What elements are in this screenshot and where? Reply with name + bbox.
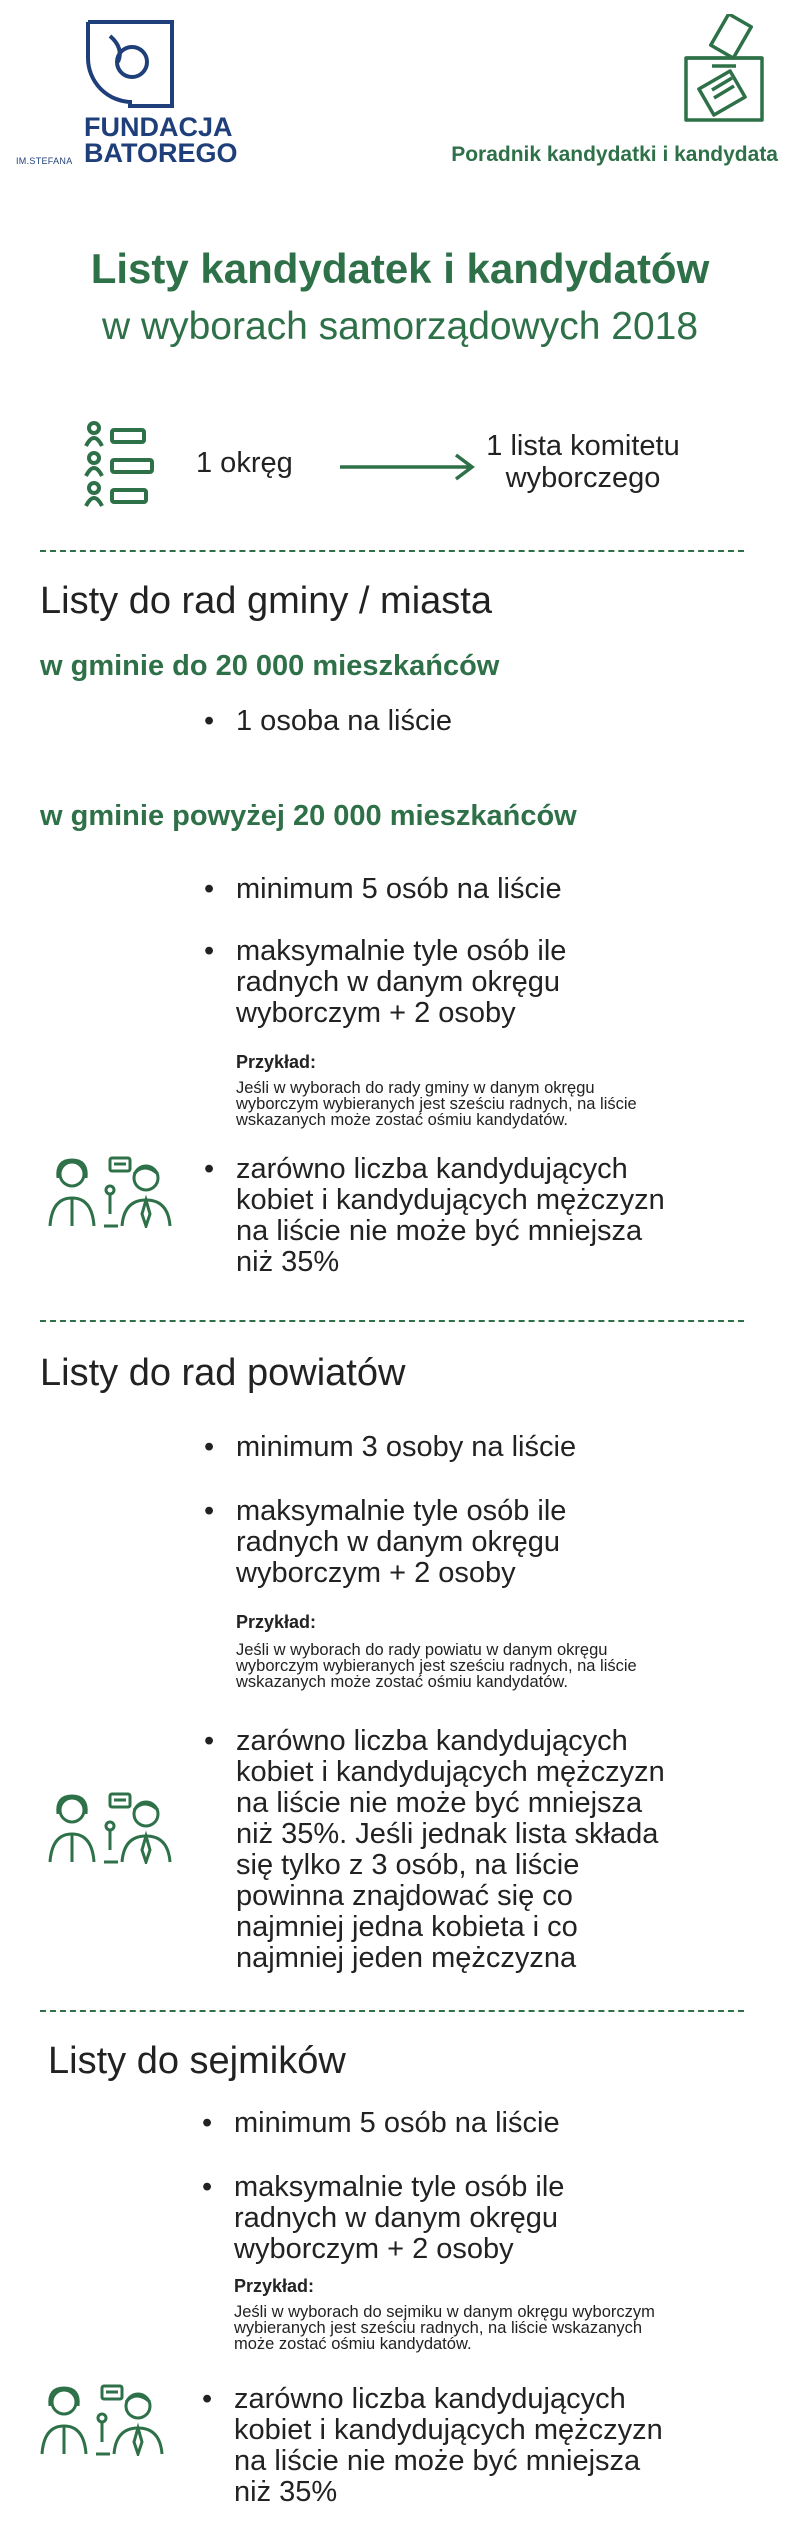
powiat-quota-line-4: niż 35%. Jeśli jednak lista składa (236, 1818, 659, 1850)
gmina-quota-bullet (204, 1154, 665, 1278)
powiat-bullet-max (204, 1496, 566, 1589)
sejmik-max-line-2: radnych w danym okręgu (234, 2202, 558, 2234)
powiat-quota-line-3: na liście nie może być mniejsza (236, 1787, 643, 1819)
powiat-example-line-2: wyborczym wybieranych jest sześciu radnych, na liście (236, 1657, 637, 1675)
logo-prefix: IM.STEFANA (16, 156, 73, 166)
committee-list-label (470, 430, 696, 494)
logo-mark-icon (84, 18, 176, 110)
woman-and-man-icon (44, 1790, 184, 1864)
powiat-section-title: Listy do rad powiatów (40, 1352, 406, 1394)
gmina-bullet-min: • minimum 5 osób na liście (204, 874, 562, 905)
guide-title: Poradnik kandydatki i kandydata (451, 143, 778, 166)
sejmik-section-title: Listy do sejmików (48, 2040, 346, 2082)
sejmik-bullet-min: • minimum 5 osób na liście (202, 2108, 560, 2139)
woman-and-man-icon (44, 1154, 184, 1228)
powiat-quota-line-8: najmniej jeden mężczyzna (236, 1942, 577, 1974)
gmina-quota-line-4: niż 35% (236, 1246, 340, 1278)
logo-name (84, 114, 238, 166)
sejmik-example-text (234, 2304, 655, 2352)
powiat-example-line-3: wskazanych może zostać ośmiu kandydatów. (236, 1673, 568, 1691)
page-subtitle: w wyborach samorządowych 2018 (101, 305, 699, 348)
gmina-quota-line-1: • zarówno liczba kandydujących (236, 1153, 628, 1185)
candidate-list-icon (84, 420, 160, 508)
powiat-quota-line-1: • zarówno liczba kandydujących (236, 1725, 628, 1757)
gmina-example-text (236, 1080, 637, 1128)
gmina-example-label: Przykład: (236, 1052, 317, 1072)
gmina-small-bullet: • 1 osoba na liście (204, 706, 452, 737)
section-divider (40, 1320, 744, 1322)
powiat-max-line-3: wyborczym + 2 osoby (236, 1557, 516, 1589)
gmina-section-title: Listy do rad gminy / miasta (40, 580, 492, 622)
sejmik-max-line-3: wyborczym + 2 osoby (234, 2233, 514, 2265)
sejmik-quota-bullet (202, 2384, 663, 2508)
powiat-bullet-min: • minimum 3 osoby na liście (204, 1432, 576, 1463)
gmina-quota-line-2: kobiet i kandydujących mężczyzn (236, 1184, 665, 1216)
page-title: Listy kandydatek i kandydatów (90, 245, 710, 292)
section-divider (40, 550, 744, 552)
gmina-example-line-2: wyborczym wybieranych jest sześciu radnych, na liście (236, 1095, 637, 1113)
powiat-max-line-1: • maksymalnie tyle osób ile (236, 1495, 567, 1527)
ballot-box-icon (676, 14, 772, 126)
powiat-quota-line-2: kobiet i kandydujących mężczyzn (236, 1756, 665, 1788)
gmina-bullet-max (204, 936, 566, 1029)
logo-line-1: FUNDACJA (84, 112, 233, 142)
powiat-quota-line-5: się tylko z 3 osób, na liście (236, 1849, 580, 1881)
powiat-quota-line-6: powinna znajdować się co (236, 1880, 573, 1912)
fundacja-batorego-logo (16, 14, 236, 174)
arrow-right-icon (338, 452, 476, 482)
woman-and-man-icon (36, 2382, 176, 2456)
sejmik-max-line-1: • maksymalnie tyle osób ile (234, 2171, 565, 2203)
sejmik-bullet-max (202, 2172, 564, 2265)
sejmik-quota-line-4: niż 35% (234, 2476, 338, 2508)
sejmik-quota-line-1: • zarówno liczba kandydujących (234, 2383, 626, 2415)
gmina-max-line-2: radnych w danym okręgu (236, 966, 560, 998)
powiat-quota-line-7: najmniej jedna kobieta i co (236, 1911, 578, 1943)
gmina-example-line-1: Jeśli w wyborach do rady gminy w danym okręgu (236, 1079, 595, 1097)
sejmik-quota-line-3: na liście nie może być mniejsza (234, 2445, 641, 2477)
sejmik-example-line-1: Jeśli w wyborach do sejmiku w danym okręgu wyborczym (234, 2303, 655, 2321)
gmina-example-line-3: wskazanych może zostać ośmiu kandydatów. (236, 1111, 568, 1129)
gmina-quota-line-3: na liście nie może być mniejsza (236, 1215, 643, 1247)
sejmik-quota-line-2: kobiet i kandydujących mężczyzn (234, 2414, 663, 2446)
committee-line-2: wyborczego (505, 462, 661, 494)
sejmik-example-line-3: może zostać ośmiu kandydatów. (234, 2335, 472, 2353)
powiat-example-text (236, 1642, 637, 1690)
powiat-quota-bullet (204, 1726, 665, 1974)
gmina-large-heading: w gminie powyżej 20 000 mieszkańców (40, 800, 577, 832)
gmina-max-line-1: • maksymalnie tyle osób ile (236, 935, 567, 967)
section-divider (40, 2010, 744, 2012)
logo-line-2: BATOREGO (84, 138, 238, 168)
committee-line-1: 1 lista komitetu (486, 430, 680, 462)
district-label: 1 okręg (196, 447, 293, 479)
powiat-example-label: Przykład: (236, 1612, 317, 1632)
powiat-example-line-1: Jeśli w wyborach do rady powiatu w danym okręgu (236, 1641, 608, 1659)
sejmik-example-line-2: wybieranych jest sześciu radnych, na liście wskazanych (234, 2319, 643, 2337)
gmina-small-heading: w gminie do 20 000 mieszkańców (40, 650, 500, 682)
powiat-max-line-2: radnych w danym okręgu (236, 1526, 560, 1558)
gmina-max-line-3: wyborczym + 2 osoby (236, 997, 516, 1029)
sejmik-example-label: Przykład: (234, 2276, 315, 2296)
